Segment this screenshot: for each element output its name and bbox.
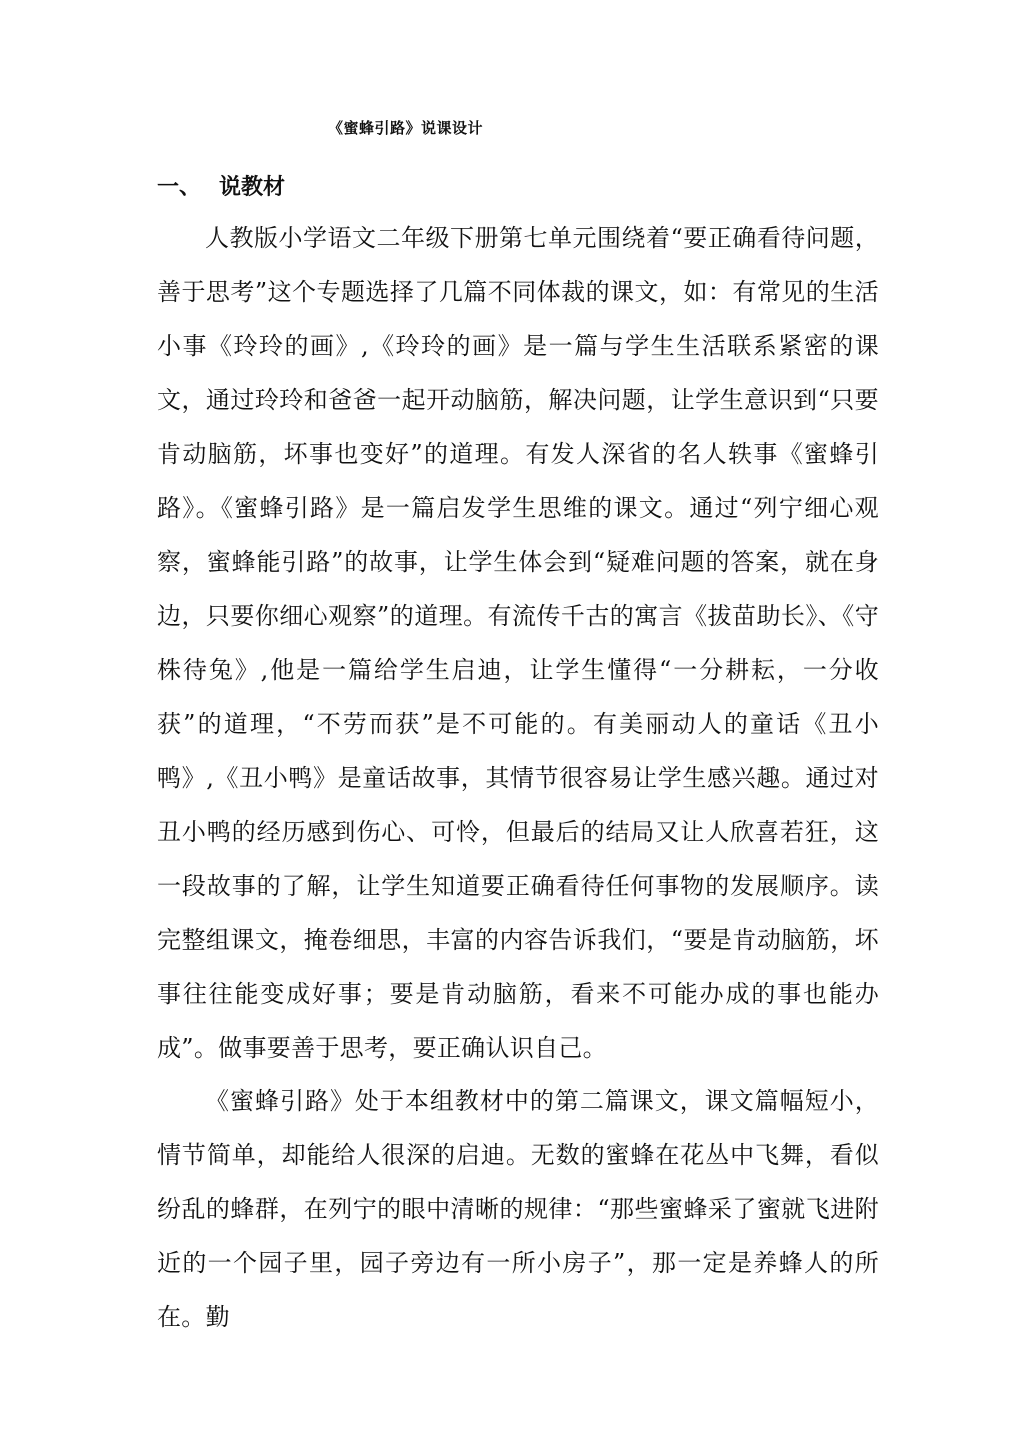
section-number: 一、 <box>157 175 202 200</box>
body-paragraph-2: 《蜜蜂引路》处于本组教材中的第二篇课文，课文篇幅短小，情节简单，却能给人很深的启迪。无数的蜜蜂在花丛中飞舞，看似纷乱的蜂群，在列宁的眼中清晰的规律：“那些蜜蜂采了蜜就飞进附近的一个园子里，园子旁边有一所小房子”，那一定是养蜂人的所在。勤 <box>157 1087 879 1331</box>
document-title: 《蜜蜂引路》说课设计 <box>328 119 484 137</box>
body-paragraph-1: 人教版小学语文二年级下册第七单元围绕着“要正确看待问题，善于思考”这个专题选择了几篇不同体裁的课文，如：有常见的生活小事《玲玲的画》,《玲玲的画》是一篇与学生生活联系紧密的课文，通过玲玲和爸爸一起开动脑筋，解决问题，让学生意识到“只要肯动脑筋，坏事也变好”的道理。有发人深省的名人轶事《蜜蜂引路》。《蜜蜂引路》是一篇启发学生思维的课文。通过“列宁细心观察，蜜蜂能引路”的故事，让学生体会到“疑难问题的答案，就在身边，只要你细心观察”的道理。有流传千古的寓言《拔苗助长》、《守株待兔》,他是一篇给学生启迪，让学生懂得“一分耕耘，一分收获”的道理，“不劳而获”是不可能的。有美丽动人的童话《丑小鸭》,《丑小鸭》是童话故事，其情节很容易让学生感兴趣。通过对丑小鸭的经历感到伤心、可怜，但最后的结局又让人欣喜若狂，这一段故事的了解，让学生知道要正确看待任何事物的发展顺序。读完整组课文，掩卷细思，丰富的内容告诉我们，“要是肯动脑筋，坏事往往能变成好事；要是肯动脑筋，看来不可能办成的事也能办成”。做事要善于思考，要正确认识自己。 <box>157 224 879 1062</box>
section-heading <box>157 170 285 201</box>
section-heading-label: 说教材 <box>219 175 286 200</box>
